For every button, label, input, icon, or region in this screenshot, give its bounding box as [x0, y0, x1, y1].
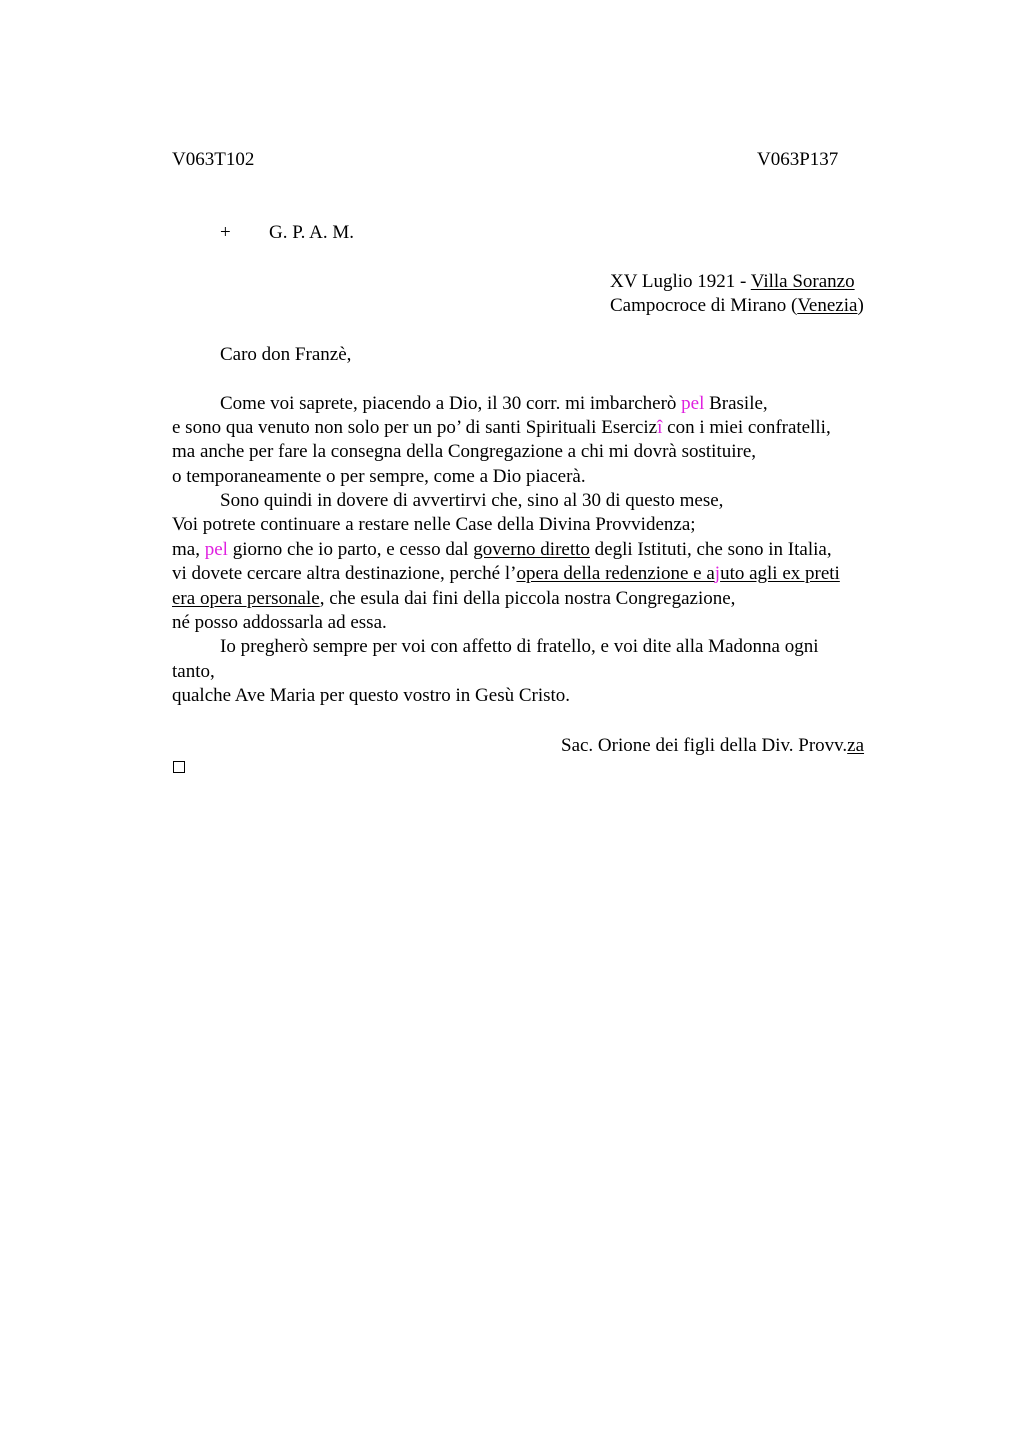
body-line-9: [172, 587, 735, 611]
dateline-place: [610, 294, 864, 318]
body-line-10: né posso addossarla ad essa.: [172, 612, 387, 633]
signature: [561, 734, 864, 758]
body-line-7: [172, 538, 832, 562]
invocation-text: G. P. A. M.: [269, 222, 354, 243]
body-line-3: ma anche per fare la consegna della Congregazione a chi mi dovrà sostituire,: [172, 441, 757, 462]
document-code-right: V063P137: [757, 149, 839, 170]
body-line-2: [172, 416, 831, 440]
body-line-8: [172, 562, 840, 586]
body-text: Brasile,: [704, 393, 768, 414]
highlight-i-circumflex: î: [657, 417, 663, 438]
underlined-opera: opera della redenzione e a: [516, 563, 715, 584]
date-text: XV Luglio 1921 -: [610, 271, 751, 292]
body-text: e sono qua venuto non solo per un po’ di santi Spirituali Eserciz: [172, 417, 658, 438]
highlight-j: j: [714, 563, 721, 584]
body-text: ma,: [172, 539, 205, 560]
cross-symbol: +: [220, 222, 231, 243]
villa-name: Villa Soranzo: [750, 271, 855, 292]
body-line-1: [220, 392, 768, 416]
square-marker-icon: [173, 761, 185, 773]
body-text: vi dovete cercare altra destinazione, perché l’: [172, 563, 517, 584]
body-line-12: tanto,: [172, 661, 215, 682]
body-line-13: qualche Ave Maria per questo vostro in Gesù Cristo.: [172, 685, 571, 706]
highlight-pel: pel: [681, 393, 705, 414]
place-suffix: ): [857, 295, 864, 316]
venezia-name: Venezia: [797, 295, 858, 316]
body-line-6: Voi potrete continuare a restare nelle Case della Divina Provvidenza;: [172, 514, 696, 535]
place-text: Campocroce di Mirano (: [610, 295, 798, 316]
body-text: con i miei confratelli,: [662, 417, 831, 438]
body-text: Come voi saprete, piacendo a Dio, il 30 corr. mi imbarcherò: [220, 393, 682, 414]
signature-suffix: za: [847, 735, 865, 756]
body-line-5: Sono quindi in dovere di avvertirvi che, sino al 30 di questo mese,: [220, 490, 724, 511]
underlined-era-opera: era opera personale: [172, 588, 320, 609]
body-text: , che esula dai fini della piccola nostra Congregazione,: [319, 588, 736, 609]
highlight-pel: pel: [204, 539, 228, 560]
signature-text: Sac. Orione dei figli della Div. Provv.: [561, 735, 848, 756]
body-text: degli Istituti, che sono in Italia,: [589, 539, 832, 560]
body-line-11: Io pregherò sempre per voi con affetto di fratello, e voi dite alla Madonna ogni: [220, 636, 819, 657]
salutation: Caro don Franzè,: [220, 344, 352, 365]
document-code-left: V063T102: [172, 149, 255, 170]
body-line-4: o temporaneamente o per sempre, come a Dio piacerà.: [172, 466, 586, 487]
dateline-date: [610, 270, 855, 294]
body-text: giorno che io parto, e cesso dal: [227, 539, 474, 560]
underlined-aiuto: uto agli ex preti: [720, 563, 840, 584]
underlined-governo: governo diretto: [473, 539, 590, 560]
